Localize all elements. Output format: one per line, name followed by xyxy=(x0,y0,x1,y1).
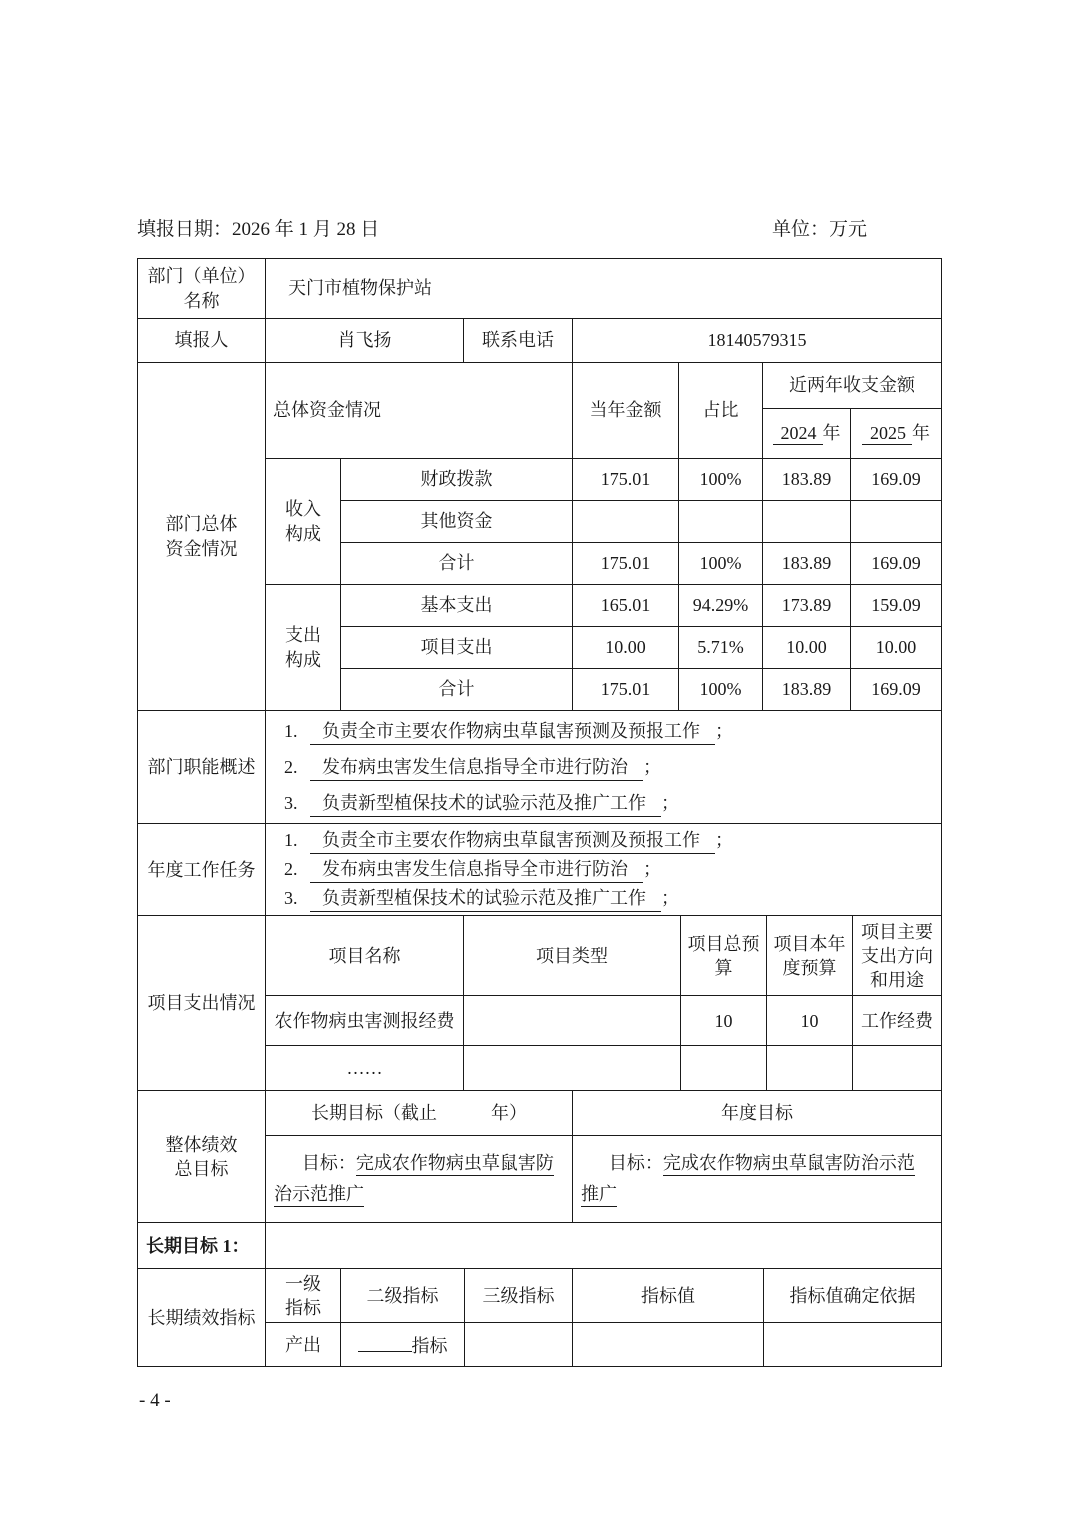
expense-row-current: 175.01 xyxy=(573,669,679,711)
expense-group-line1: 支出 xyxy=(285,625,321,646)
indicator-suffix: 指标 xyxy=(411,1335,448,1356)
income-group-line1: 收入 xyxy=(285,499,321,520)
project-row-purpose: 工作经费 xyxy=(853,996,942,1046)
indicators-section-label: 长期绩效指标 xyxy=(138,1269,266,1367)
item-text: 负责新型植保技术的试验示范及推广工作 xyxy=(310,793,661,817)
indicators-table xyxy=(137,1268,942,1367)
indicator-row-level2 xyxy=(341,1323,465,1367)
income-row-ratio: 100% xyxy=(679,543,763,585)
year-2025-suffix: 年 xyxy=(912,423,930,444)
long-goal-1-value xyxy=(266,1223,942,1269)
expense-row-name: 项目支出 xyxy=(341,627,573,669)
col-header-annual-budget xyxy=(767,916,853,996)
item-number: 1. xyxy=(284,830,298,850)
level1-line2: 指标 xyxy=(285,1297,321,1318)
overall-goals-label-line1: 整体绩效 xyxy=(165,1134,238,1155)
page-number: - 4 - xyxy=(139,1390,171,1411)
expense-row-ratio: 5.71% xyxy=(679,627,763,669)
project-row-name: …… xyxy=(266,1046,464,1091)
income-row-current xyxy=(573,501,679,543)
expense-row-2025: 10.00 xyxy=(851,627,942,669)
item-text: 负责全市主要农作物病虫草鼠害预测及预报工作 xyxy=(310,830,715,854)
income-row-2024 xyxy=(763,501,851,543)
item-tail: ； xyxy=(661,888,679,909)
dept-name-label-line2: 名称 xyxy=(183,290,220,311)
purpose-line2: 支出方向 xyxy=(861,945,933,966)
item-number: 3. xyxy=(284,793,298,813)
total-budget-line1: 项目总预 xyxy=(687,933,760,954)
col-header-year-2025 xyxy=(851,409,942,459)
col-header-indicator-value: 指标值 xyxy=(573,1269,764,1323)
project-row-total: 10 xyxy=(681,996,767,1046)
reporter-value: 肖飞扬 xyxy=(266,319,464,363)
col-header-project-type: 项目类型 xyxy=(464,916,681,996)
tasks-items xyxy=(266,824,942,916)
purpose-line3: 和用途 xyxy=(870,970,924,991)
long-term-goal-cell xyxy=(266,1136,573,1223)
funds-section-label xyxy=(138,363,266,711)
dept-name-value: 天门市植物保护站 xyxy=(266,259,942,319)
level1-line1: 一级 xyxy=(285,1273,321,1294)
goal-prefix: 目标： xyxy=(608,1152,663,1173)
expense-row-current: 165.01 xyxy=(573,585,679,627)
project-row-type xyxy=(464,1046,681,1091)
col-header-purpose xyxy=(853,916,942,996)
expense-group-line2: 构成 xyxy=(285,649,321,670)
item-text: 发布病虫害发生信息指导全市进行防治 xyxy=(310,859,643,883)
annual-budget-line2: 度预算 xyxy=(782,957,837,978)
project-row-purpose xyxy=(853,1046,942,1091)
item-tail: ； xyxy=(643,859,661,880)
income-row-ratio xyxy=(679,501,763,543)
long-goal-1-table xyxy=(137,1222,942,1269)
overall-goals-table xyxy=(137,1090,942,1223)
annual-goal-text xyxy=(581,1148,931,1211)
project-row-total xyxy=(681,1046,767,1091)
expense-row-2024: 183.89 xyxy=(763,669,851,711)
expense-row-2025: 159.09 xyxy=(851,585,942,627)
year-2024-suffix: 年 xyxy=(822,423,841,444)
indicator-row-basis xyxy=(764,1323,942,1367)
indicator-row-level1: 产出 xyxy=(266,1323,341,1367)
income-group-line2: 构成 xyxy=(285,523,321,544)
funds-overview-label: 总体资金情况 xyxy=(266,363,573,459)
task-item xyxy=(284,884,937,913)
purpose-line1: 项目主要 xyxy=(861,921,933,942)
expense-row-name: 基本支出 xyxy=(341,585,573,627)
col-header-total-budget xyxy=(681,916,767,996)
income-row-current: 175.01 xyxy=(573,543,679,585)
item-number: 2. xyxy=(284,859,298,880)
tasks-label: 年度工作任务 xyxy=(138,824,266,916)
task-item xyxy=(284,826,937,855)
page-header xyxy=(137,214,941,241)
fill-date-label: 填报日期：2026 年 1 月 28 日 xyxy=(137,219,380,240)
col-header-annual-goal: 年度目标 xyxy=(573,1091,942,1136)
income-row-2025: 169.09 xyxy=(851,543,942,585)
item-text: 负责新型植保技术的试验示范及推广工作 xyxy=(310,888,661,912)
item-text: 负责全市主要农作物病虫草鼠害预测及预报工作 xyxy=(310,721,715,745)
expense-row-name: 合计 xyxy=(341,669,573,711)
goal-value: 完成农作物病虫草鼠害防治示范推广 xyxy=(274,1153,554,1208)
unit-label: 单位：万元 xyxy=(771,219,867,240)
long-term-goal-text xyxy=(274,1148,562,1211)
dept-name-label xyxy=(138,259,266,319)
item-tail: ； xyxy=(661,793,679,813)
funds-section-label-line1: 部门总体 xyxy=(165,514,238,535)
item-number: 3. xyxy=(284,888,298,909)
functions-table xyxy=(137,710,942,824)
project-row-annual xyxy=(767,1046,853,1091)
item-number: 2. xyxy=(284,757,298,777)
item-text: 发布病虫害发生信息指导全市进行防治 xyxy=(310,757,643,781)
col-header-long-term-goal: 长期目标（截止 年） xyxy=(266,1091,573,1136)
expense-group-label xyxy=(266,585,341,711)
col-header-level1 xyxy=(266,1269,341,1323)
income-row-name: 其他资金 xyxy=(341,501,573,543)
indicator-row-level3 xyxy=(465,1323,573,1367)
annual-goal-cell xyxy=(573,1136,942,1223)
col-header-current-amount: 当年金额 xyxy=(573,363,679,459)
item-tail: ； xyxy=(715,721,733,741)
income-row-2024: 183.89 xyxy=(763,543,851,585)
project-row-type xyxy=(464,996,681,1046)
expense-row-current: 10.00 xyxy=(573,627,679,669)
col-header-year-2024 xyxy=(763,409,851,459)
expense-row-ratio: 94.29% xyxy=(679,585,763,627)
project-row-name: 农作物病虫害测报经费 xyxy=(266,996,464,1046)
funds-section-label-line2: 资金情况 xyxy=(165,538,238,559)
tasks-table xyxy=(137,823,942,916)
income-row-ratio: 100% xyxy=(679,459,763,501)
phone-value: 18140579315 xyxy=(573,319,942,363)
basic-info-table xyxy=(137,258,942,363)
col-header-project-name: 项目名称 xyxy=(266,916,464,996)
col-header-recent-two-years: 近两年收支金额 xyxy=(763,363,942,409)
phone-label: 联系电话 xyxy=(464,319,573,363)
col-header-ratio: 占比 xyxy=(679,363,763,459)
fill-in-blank xyxy=(358,1332,412,1352)
task-item xyxy=(284,855,937,884)
year-2024-value: 2024 xyxy=(773,423,823,445)
expense-row-ratio: 100% xyxy=(679,669,763,711)
item-tail: ； xyxy=(643,757,661,777)
item-tail: ； xyxy=(715,830,733,850)
goal-prefix: 目标： xyxy=(301,1152,356,1173)
functions-label: 部门职能概述 xyxy=(138,711,266,824)
income-row-name: 财政拨款 xyxy=(341,459,573,501)
year-2025-value: 2025 xyxy=(862,423,912,445)
function-item xyxy=(284,713,937,749)
expense-row-2024: 10.00 xyxy=(763,627,851,669)
function-item xyxy=(284,785,937,821)
budget-form-table xyxy=(137,258,941,1367)
item-number: 1. xyxy=(284,721,298,741)
overall-goals-label xyxy=(138,1091,266,1223)
income-row-current: 175.01 xyxy=(573,459,679,501)
projects-section-label: 项目支出情况 xyxy=(138,916,266,1091)
expense-row-2024: 173.89 xyxy=(763,585,851,627)
dept-name-label-line1: 部门（单位） xyxy=(147,266,256,287)
expense-row-2025: 169.09 xyxy=(851,669,942,711)
indicator-row-value xyxy=(573,1323,764,1367)
project-row-annual: 10 xyxy=(767,996,853,1046)
overall-goals-label-line2: 总目标 xyxy=(174,1158,229,1179)
col-header-level2: 二级指标 xyxy=(341,1269,465,1323)
total-budget-line2: 算 xyxy=(714,957,733,978)
function-item xyxy=(284,749,937,785)
goal-value: 完成农作物病虫草鼠害防治示范推广 xyxy=(581,1153,915,1208)
long-goal-1-label: 长期目标 1： xyxy=(138,1223,266,1269)
functions-items xyxy=(266,711,942,824)
col-header-level3: 三级指标 xyxy=(465,1269,573,1323)
funds-table xyxy=(137,362,942,711)
income-row-2025 xyxy=(851,501,942,543)
projects-table xyxy=(137,915,942,1091)
income-row-2024: 183.89 xyxy=(763,459,851,501)
annual-budget-line1: 项目本年 xyxy=(773,933,846,954)
col-header-value-basis: 指标值确定依据 xyxy=(764,1269,942,1323)
reporter-label: 填报人 xyxy=(138,319,266,363)
income-group-label xyxy=(266,459,341,585)
income-row-name: 合计 xyxy=(341,543,573,585)
income-row-2025: 169.09 xyxy=(851,459,942,501)
